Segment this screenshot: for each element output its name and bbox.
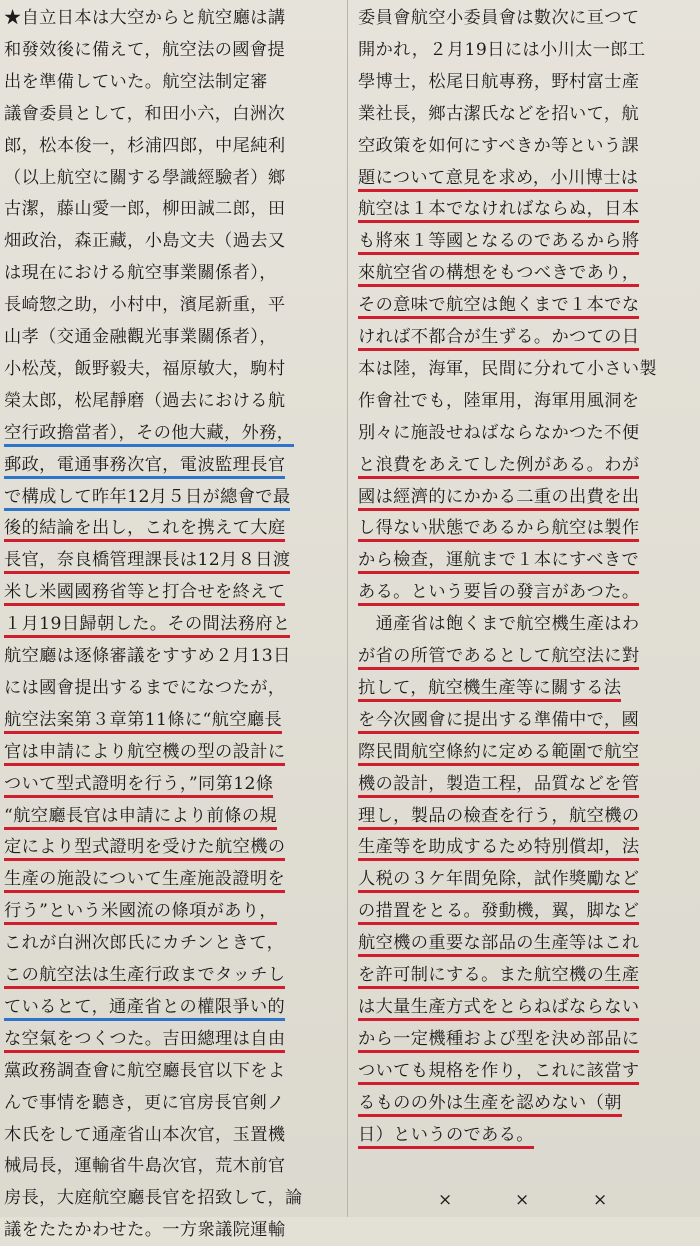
text-line (358, 959, 696, 991)
text-line-content: 機の設計，製造工程，品質などを管 (358, 774, 639, 798)
text-line (4, 257, 342, 289)
text-line-content: ついても規格を作り，これに該當す (358, 1061, 639, 1085)
text-line (4, 704, 342, 736)
text-line (4, 1023, 342, 1055)
text-line (358, 640, 696, 672)
text-line (358, 831, 696, 863)
text-line (4, 800, 342, 832)
text-line-content: 日）というのである。 (358, 1125, 534, 1149)
text-line (4, 66, 342, 98)
text-line (4, 863, 342, 895)
text-line-content: から檢查，運航まで１本にすべきで (358, 550, 639, 574)
text-line (4, 1182, 342, 1214)
text-line (358, 576, 696, 608)
text-line (358, 130, 696, 162)
text-line-content: 米し米國國務省等と打合せを終えて (4, 582, 285, 606)
text-line-content: し得ない狀態であるから航空は製作 (358, 518, 639, 542)
text-line-content: 航空は１本でなければならぬ，日本 (358, 199, 639, 223)
text-line-content: 小松茂，飯野毅夫，福原敏大，駒村 (4, 358, 286, 379)
text-line-content: 別々に施設せねばならなかつた不便 (358, 422, 640, 443)
end-mark: × (515, 1190, 530, 1210)
text-line-content: 學博士，松尾日航專務，野村富士產 (358, 71, 640, 92)
text-line (358, 66, 696, 98)
text-line (4, 927, 342, 959)
text-line (358, 321, 696, 353)
text-line-content: 郎，松本俊一，杉浦四郎，中尾純利 (4, 135, 286, 156)
text-line-content: から一定機種および型を決め部品に (358, 1029, 639, 1053)
text-line-content: 理し，製品の檢查を行う，航空機の (358, 806, 639, 830)
text-line-content: は現在における航空事業關係者）， (4, 263, 277, 284)
text-line-content: 議をたたかわせた。一方衆議院運輸 (4, 1220, 286, 1241)
text-line-content: ているとて，通產省との權限爭い的 (4, 997, 285, 1021)
text-line-content: ある。という要旨の發言があつた。 (358, 582, 639, 606)
text-line (4, 512, 342, 544)
text-line (4, 225, 342, 257)
text-line (4, 672, 342, 704)
text-line-content: ついて型式證明を行う，”同第12條 (4, 774, 273, 798)
text-line (4, 991, 342, 1023)
text-line (4, 98, 342, 130)
text-line (358, 768, 696, 800)
left-text-column (4, 0, 342, 1241)
text-line (4, 321, 342, 353)
text-line-content: も將來１等國となるのであるから將 (358, 231, 639, 255)
text-line-content: 航空機の重要な部品の生產等はこれ (358, 933, 639, 957)
text-line-content: で構成して昨年12月５日が總會で最 (4, 487, 290, 511)
text-line-content: 械局長，運輸省牛島次官，荒木前官 (4, 1156, 286, 1177)
text-line (4, 193, 342, 225)
text-line-content: （以上航空に關する學識經驗者）鄉 (4, 167, 286, 188)
text-line (4, 289, 342, 321)
text-line (358, 417, 696, 449)
text-line (358, 544, 696, 576)
text-line (4, 130, 342, 162)
text-line-content: 古潔，藤山愛一郎，柳田誠二郎，田 (4, 199, 286, 220)
text-line-content: の措置をとる。發動機，翼，脚など (358, 901, 639, 925)
text-line (4, 1150, 342, 1182)
text-line-content: 定により型式證明を受けた航空機の (4, 837, 285, 861)
text-line (4, 481, 342, 513)
text-line (4, 449, 342, 481)
text-line-content: と浪費をあえてした例がある。わが (358, 455, 639, 479)
text-line (358, 34, 696, 66)
text-line (4, 1087, 342, 1119)
text-line (358, 1119, 696, 1151)
text-line-content: 人税の３ケ年間免除，試作獎勵など (358, 869, 639, 893)
text-line-content: 題について意見を求め，小川博士は (358, 168, 638, 192)
text-line-content: が省の所管であるとして航空法に對 (358, 646, 639, 670)
text-line-content: 國は經濟的にかかる二重の出費を出 (358, 487, 639, 511)
text-line (358, 353, 696, 385)
text-line (4, 544, 342, 576)
text-line (358, 927, 696, 959)
text-line-content: 本は陸，海軍，民間に分れて小さい製 (358, 358, 657, 379)
text-line-content: 生產の施設について生產施設證明を (4, 869, 285, 893)
end-mark: × (438, 1190, 453, 1210)
text-line-content: 生產等を助成するため特別償却，法 (358, 837, 639, 861)
text-line-content: 空行政擔當者），その他大藏，外務， (4, 423, 294, 447)
text-line (4, 353, 342, 385)
text-line (4, 2, 342, 34)
text-line-content: 山孝（交通金融觀光事業關係者）， (4, 327, 277, 347)
text-line (358, 991, 696, 1023)
text-line (358, 385, 696, 417)
text-line (4, 1119, 342, 1151)
text-line (4, 736, 342, 768)
text-line (358, 481, 696, 513)
text-line (4, 768, 342, 800)
text-line (358, 608, 696, 640)
text-line-content: 出を準備していた。航空法制定審 (4, 71, 268, 92)
text-line (358, 512, 696, 544)
text-line (358, 225, 696, 257)
text-line (4, 162, 342, 194)
text-line-content: るものの外は生產を認めない（朝 (358, 1093, 622, 1117)
text-line-content: を許可制にする。また航空機の生產 (358, 965, 639, 989)
text-line-content: 業社長，鄉古潔氏などを招いて，航 (358, 103, 640, 124)
text-line (358, 193, 696, 225)
text-line (358, 98, 696, 130)
text-line (358, 1023, 696, 1055)
text-line (4, 1055, 342, 1087)
text-line-content: 長官，奈良橋管理課長は12月８日渡 (4, 550, 290, 574)
text-line-content: 航空廳は逐條審議をすすめ２月13日 (4, 646, 291, 666)
text-line (358, 162, 696, 194)
text-line-content: 長崎惣之助，小村中，濱尾新重，平 (4, 295, 286, 316)
text-line (358, 800, 696, 832)
text-line-content: その意味で航空は飽くまで１本でな (358, 295, 639, 319)
text-line (4, 831, 342, 863)
text-line-content: 黨政務調查會に航空廳長官以下をよ (4, 1060, 286, 1081)
text-line (4, 385, 342, 417)
column-divider (347, 0, 348, 1217)
text-line-content: んで事情を聽き，更に官房長官剣ノ (4, 1092, 285, 1113)
text-line (358, 1087, 696, 1119)
text-line (358, 736, 696, 768)
text-line (358, 895, 696, 927)
text-line-content: には國會提出するまでになつたが， (4, 677, 286, 698)
text-line (4, 576, 342, 608)
text-line-content: 作會社でも，陸軍用，海軍用風洞を (358, 390, 640, 411)
text-line-content: 抗して，航空機生產等に關する法 (358, 678, 621, 702)
text-line-content: 榮太郎，松尾靜磨（過去における航 (4, 390, 286, 411)
text-line-content: な空氣をつくつた。吉田總理は自由 (4, 1029, 285, 1053)
text-line (358, 2, 696, 34)
text-line (4, 959, 342, 991)
text-line-content: 後的結論を出し，これを携えて大庭 (4, 518, 285, 542)
text-line (4, 895, 342, 927)
text-line-content: 和發效後に備えて，航空法の國會提 (4, 39, 286, 60)
text-line (4, 34, 342, 66)
text-line-content: 航空法案第３章第11條に“航空廳長 (4, 710, 282, 734)
text-line (4, 640, 342, 672)
text-line-content: 委員會航空小委員會は數次に亘つて (358, 8, 640, 28)
text-line-content: 郵政，電通事務次官，電波監理長官 (4, 455, 285, 479)
text-line-content: 空政策を如何にすべきか等という課 (358, 135, 640, 156)
text-line-content: 房長，大庭航空廳長官を招致して，論 (4, 1188, 303, 1209)
text-line (4, 1214, 342, 1246)
text-line-content: ★自立日本は大空からと航空廳は講 (4, 8, 286, 28)
text-line (358, 289, 696, 321)
text-line-content: これが白洲次郎氏にカチンときて， (4, 933, 285, 954)
text-line-content: 通產省は飽くまで航空機生產はわ (358, 614, 640, 635)
text-line-content: 畑政治，森正藏，小島文夫（過去又 (4, 231, 286, 252)
text-line (358, 672, 696, 704)
text-line (358, 1055, 696, 1087)
text-line-content: この航空法は生產行政までタッチし (4, 965, 285, 989)
text-line (358, 257, 696, 289)
text-line-content: 來航空省の構想をもつべきであり， (358, 263, 639, 287)
text-line-content: “航空廳長官は申請により前條の規 (4, 806, 277, 830)
text-line-content: 開かれ，２月19日には小川太一郎工 (358, 39, 646, 60)
right-text-column (358, 0, 696, 1217)
text-line-content: １月19日歸朝した。その間法務府と (4, 614, 290, 638)
text-line (358, 704, 696, 736)
section-end-marks (360, 1186, 690, 1214)
end-mark: × (593, 1190, 608, 1210)
text-line-content: 議會委員として，和田小六，白洲次 (4, 103, 286, 124)
text-line-content: 官は申請により航空機の型の設計に (4, 742, 285, 766)
text-line-content: は大量生產方式をとらねばならない (358, 997, 639, 1021)
text-line-content: 木氏をして通產省山本次官，玉置機 (4, 1124, 286, 1145)
text-line-content: ければ不都合が生ずる。かつての日 (358, 327, 639, 351)
text-line (4, 608, 342, 640)
text-line-content: を今次國會に提出する準備中で，國 (358, 710, 639, 734)
text-line (4, 417, 342, 449)
text-line-content: 行う”という米國流の條項があり， (4, 901, 277, 925)
text-line (358, 449, 696, 481)
text-line-content: 際民間航空條約に定める範圍で航空 (358, 742, 639, 766)
text-line (358, 863, 696, 895)
